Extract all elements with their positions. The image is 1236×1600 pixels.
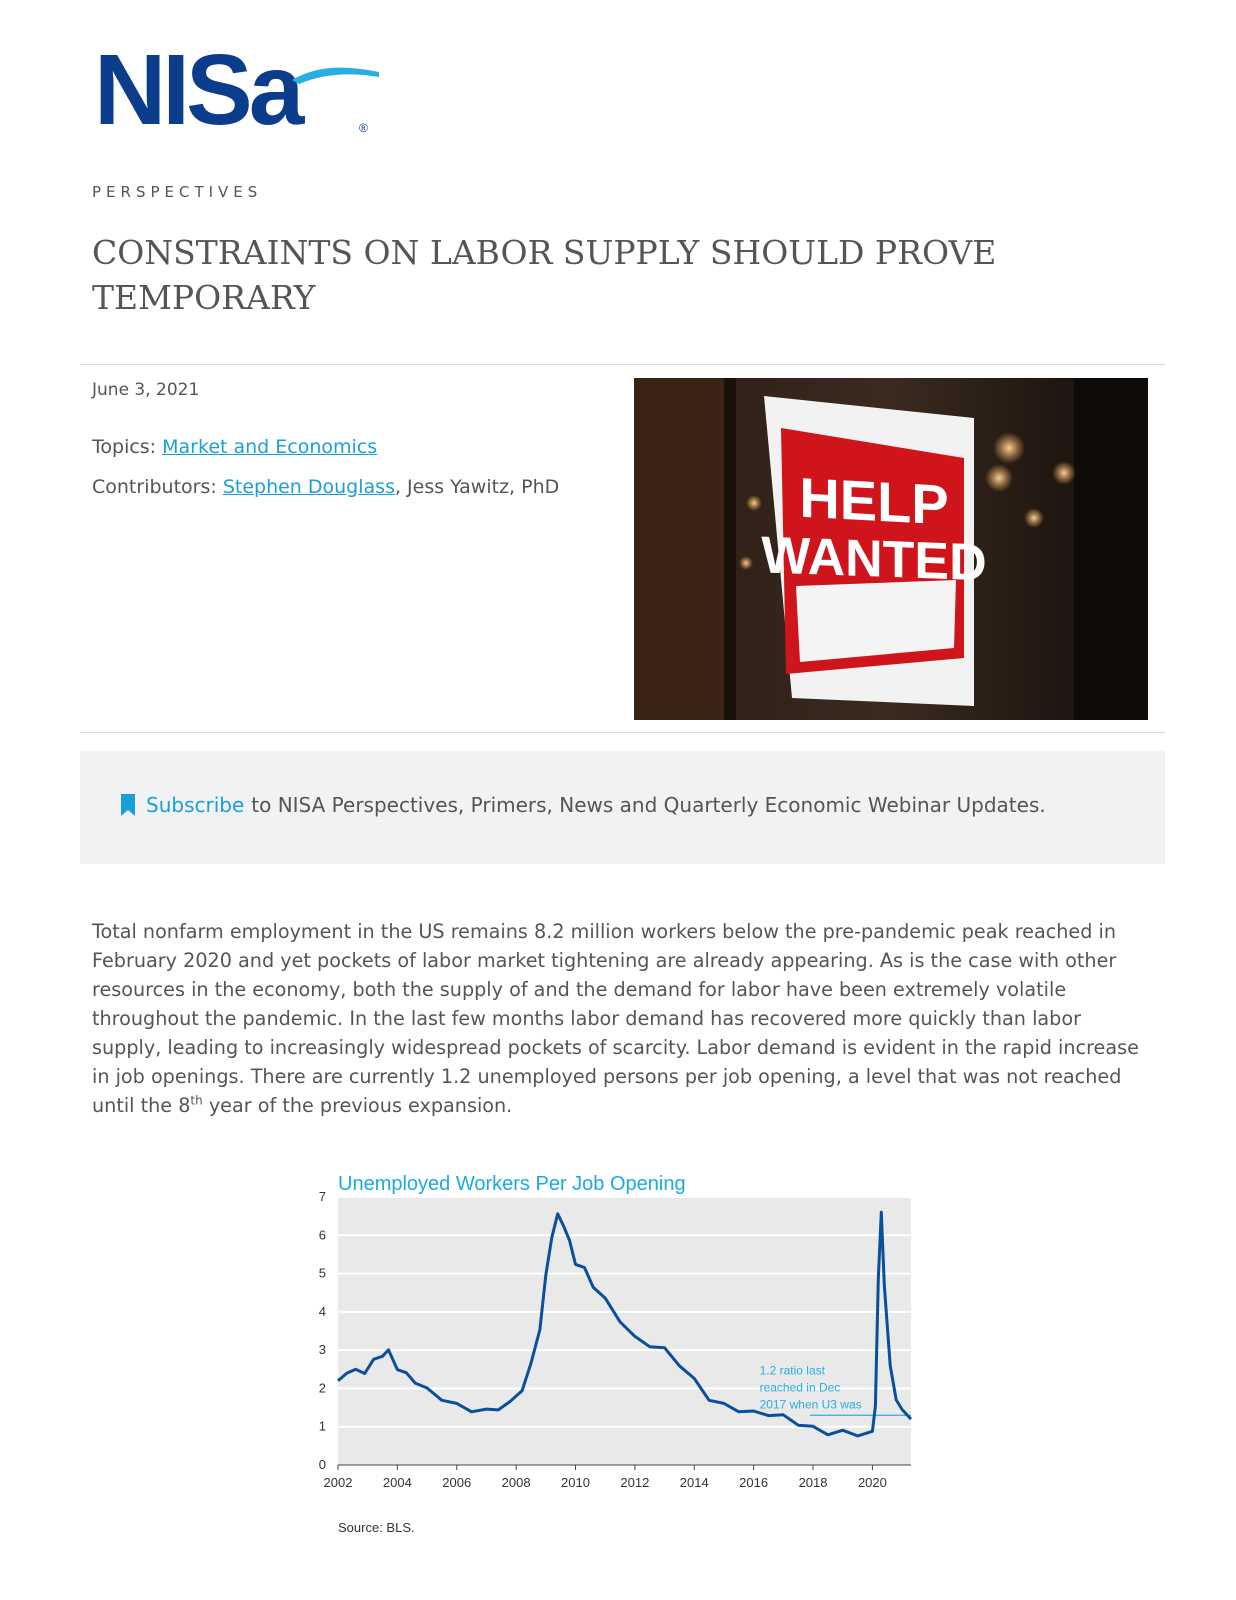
subscribe-text: to NISA Perspectives, Primers, News and Quarterly Economic Webinar Updates. — [251, 793, 1046, 817]
x-tick-label: 2008 — [501, 1475, 531, 1490]
topics-line — [92, 436, 377, 458]
y-tick-label: 2 — [318, 1380, 326, 1396]
logo-wordmark: NISa — [94, 44, 301, 140]
body-end-text: year of the previous expansion. — [202, 1094, 513, 1117]
nisa-logo — [94, 44, 384, 140]
x-tick-label: 2014 — [679, 1475, 709, 1490]
article-date: June 3, 2021 — [92, 380, 200, 400]
divider-bottom — [80, 732, 1165, 733]
contributors-rest: , Jess Yawitz, PhD — [394, 476, 560, 498]
sign-line-wanted: WANTED — [761, 526, 987, 593]
divider-top — [80, 364, 1165, 365]
subscribe-link[interactable]: Subscribe — [146, 793, 245, 817]
chart-title: Unemployed Workers Per Job Opening — [338, 1173, 686, 1195]
chart-container — [300, 1163, 940, 1543]
topics-label: Topics: — [92, 436, 163, 458]
help-wanted-photo — [634, 378, 1148, 720]
x-tick-label: 2016 — [739, 1475, 769, 1490]
article-title: CONSTRAINTS ON LABOR SUPPLY SHOULD PROVE TEMPORARY — [92, 233, 997, 317]
section-kicker: PERSPECTIVES — [92, 183, 263, 201]
logo-swoosh-icon — [292, 68, 379, 84]
sign-line-help: HELP — [799, 465, 949, 537]
y-tick-label: 7 — [318, 1189, 326, 1204]
x-tick-label: 2004 — [382, 1475, 412, 1490]
body-paragraph — [92, 917, 1152, 1120]
annotation-text: 2017 when U3 was — [759, 1397, 862, 1412]
y-tick-label: 6 — [318, 1227, 326, 1243]
unemployed-per-opening-chart — [300, 1163, 940, 1543]
help-wanted-illustration — [634, 378, 1148, 720]
registered-mark: ® — [359, 121, 368, 135]
y-tick-label: 0 — [318, 1457, 326, 1472]
contributor-link-stephen-douglass[interactable]: Stephen Douglass — [222, 476, 395, 498]
x-tick-label: 2020 — [857, 1475, 887, 1490]
annotation-text: reached in Dec — [759, 1380, 841, 1395]
topic-link-market-economics[interactable]: Market and Economics — [162, 436, 378, 458]
y-tick-label: 1 — [318, 1418, 326, 1434]
subscribe-banner — [80, 751, 1165, 864]
x-tick-label: 2018 — [798, 1475, 828, 1490]
y-tick-label: 4 — [318, 1303, 326, 1319]
x-tick-label: 2010 — [561, 1475, 590, 1490]
chart-source: Source: BLS. — [338, 1520, 415, 1535]
plot-area — [338, 1197, 911, 1465]
x-tick-label: 2012 — [620, 1475, 650, 1490]
y-tick-label: 5 — [318, 1265, 326, 1281]
annotation-text: 1.2 ratio last — [759, 1363, 825, 1378]
subscribe-line — [120, 793, 1046, 817]
bookmark-icon — [120, 794, 136, 816]
contributors-line — [92, 476, 559, 498]
x-tick-label: 2002 — [323, 1475, 353, 1490]
contributors-label: Contributors: — [92, 476, 223, 498]
body-superscript: th — [190, 1093, 203, 1108]
x-tick-label: 2006 — [442, 1475, 472, 1490]
y-tick-label: 3 — [318, 1342, 326, 1358]
body-main-text: Total nonfarm employment in the US remains 8.2 million workers below the pre-pandemic peak reached in February 2020 and yet pockets of labor market tightening are already appearing. As is the case with other resources in the economy, both the supply of and the demand for labor have been extremely volatile throughout the pandemic. In the last few months labor demand has recovered more quickly than labor supply, leading to increasingly widespread pockets of scarcity. Labor demand is evident in the rapid increase in job openings. There are currently 1.2 unemployed persons per job opening, a level that was not reached until the 8 — [92, 920, 1139, 1117]
